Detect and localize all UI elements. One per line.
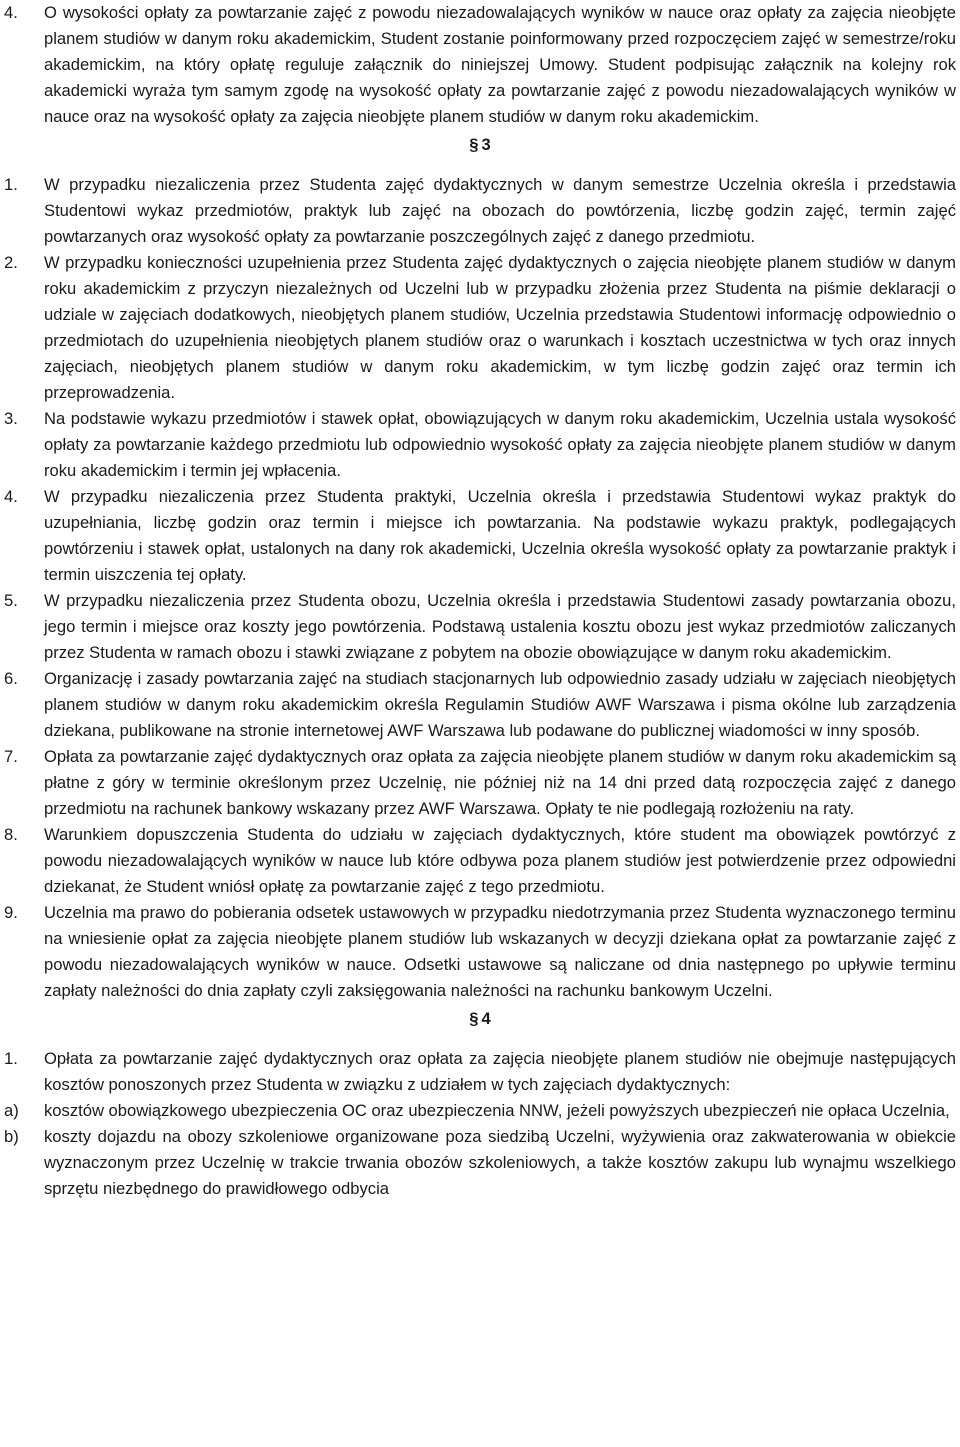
subitem-text: kosztów obowiązkowego ubezpieczenia OC oraz ubezpieczenia NNW, jeżeli powyższych ubezpieczeń nie opłaca Uczelnia, bbox=[44, 1101, 950, 1120]
sub-list-item bbox=[4, 1124, 956, 1202]
section-number: 4 bbox=[481, 1009, 491, 1028]
item-number: 2. bbox=[4, 253, 18, 272]
item-text: Opłata za powtarzanie zajęć dydaktycznych oraz opłata za zajęcia nieobjęte planem studiów w danym roku akademickim są płatne z góry w terminie określonym przez Uczelnię, nie później niż na 14 dni przed datą rozpoczęcia zajęć z danego przedmiotu na rachunek bankowy wskazany przez AWF Warszawa. Opłaty te nie podlegają rozłożeniu na raty. bbox=[44, 747, 956, 818]
item-text: W przypadku konieczności uzupełnienia przez Studenta zajęć dydaktycznych o zajęcia nieobjęte planem studiów w danym roku akademickim z przyczyn niezależnych od Uczelni lub w przypadku złożenia przez Studenta na piśmie deklaracji o udziale w zajęciach dodatkowych, nieobjętych planem studiów, Uczelnia przedstawia Studentowi informację odpowiednio o przedmiotach do uzupełnienia nieobjętych planem studiów oraz o warunkach i kosztach uczestnictwa w tych oraz innych zajęciach, nieobjętych planem studiów w danym roku akademickim, w tym liczbę godzin zajęć oraz termin ich przeprowadzenia. bbox=[44, 253, 956, 402]
item-number: 8. bbox=[4, 825, 18, 844]
sub-list-item bbox=[4, 1098, 956, 1124]
list-item bbox=[4, 900, 956, 1004]
section-sign: § bbox=[469, 135, 479, 154]
item-text: Organizację i zasady powtarzania zajęć na studiach stacjonarnych lub odpowiednio zasady udziału w zajęciach nieobjętych planem studiów w danym roku akademickim określa Regulamin Studiów AWF Warszawa i pisma okólne lub zarządzenia dziekana, publikowane na stronie internetowej AWF Warszawa lub podawane do publicznej wiadomości w inny sposób. bbox=[44, 669, 956, 740]
list-item bbox=[4, 172, 956, 250]
section-4-list bbox=[4, 1046, 956, 1202]
list-item bbox=[4, 744, 956, 822]
list-item bbox=[4, 250, 956, 406]
section-3-list bbox=[4, 172, 956, 1004]
item-text: Warunkiem dopuszczenia Studenta do udziału w zajęciach dydaktycznych, które student ma obowiązek powtórzyć z powodu niezadowalających wyników w nauce lub które odbywa poza planem studiów jest potwierdzenie przez odpowiedni dziekanat, że Student wniósł opłatę za powtarzanie zajęć z tego przedmiotu. bbox=[44, 825, 956, 896]
section-sign: § bbox=[469, 1009, 479, 1028]
item-number: 1. bbox=[4, 175, 18, 194]
item-number: 1. bbox=[4, 1049, 18, 1068]
item-number: 9. bbox=[4, 903, 18, 922]
item-text: Na podstawie wykazu przedmiotów i stawek opłat, obowiązujących w danym roku akademickim, Uczelnia ustala wysokość opłaty za powtarzanie każdego przedmiotu lub odpowiednio wysokość opłaty za zajęcia nieobjęte planem studiów w danym roku akademickim i termin jej wpłacenia. bbox=[44, 409, 956, 480]
item-text: Opłata za powtarzanie zajęć dydaktycznych oraz opłata za zajęcia nieobjęte planem studiów nie obejmuje następujących kosztów ponoszonych przez Studenta w związku z udziałem w tych zajęciach dydaktycznych: bbox=[44, 1049, 956, 1094]
item-number: 7. bbox=[4, 747, 18, 766]
item-number: 3. bbox=[4, 409, 18, 428]
item-number: 4. bbox=[4, 487, 18, 506]
section-heading-3 bbox=[4, 132, 956, 158]
list-item bbox=[4, 822, 956, 900]
subitem-letter: b) bbox=[4, 1127, 19, 1146]
item-text: Uczelnia ma prawo do pobierania odsetek ustawowych w przypadku niedotrzymania przez Studenta wyznaczonego terminu na wniesienie opłat za zajęcia nieobjęte planem studiów lub wskazanych w decyzji dziekana opłat za powtarzanie zajęć z powodu niezadowalających wyników w nauce. Odsetki ustawowe są naliczane od dnia następnego po upływie terminu zapłaty należności do dnia zapłaty czyli zaksięgowania należności na rachunku bankowym Uczelni. bbox=[44, 903, 956, 1000]
subitem-letter: a) bbox=[4, 1101, 19, 1120]
item-number: 4. bbox=[4, 3, 18, 22]
paragraph-item-4 bbox=[4, 0, 956, 130]
section-heading-4 bbox=[4, 1006, 956, 1032]
list-item bbox=[4, 406, 956, 484]
item-number: 6. bbox=[4, 669, 18, 688]
item-text: W przypadku niezaliczenia przez Studenta praktyki, Uczelnia określa i przedstawia Studentowi wykaz praktyk do uzupełniania, liczbę godzin oraz termin i miejsce ich powtarzania. Na podstawie wykazu praktyk, podlegających powtórzeniu i stawek opłat, ustalonych na dany rok akademicki, Uczelnia określa wysokość opłaty za powtarzanie praktyk i termin uiszczenia tej opłaty. bbox=[44, 487, 956, 584]
list-item bbox=[4, 1046, 956, 1098]
item-text: W przypadku niezaliczenia przez Studenta obozu, Uczelnia określa i przedstawia Studentowi zasady powtarzania obozu, jego termin i miejsce oraz koszty jego powtórzenia. Podstawą ustalenia kosztu obozu jest wykaz przedmiotów zaliczanych przez Studenta w ramach obozu i stawki związane z pobytem na obozie obowiązujące w danym roku akademickim. bbox=[44, 591, 956, 662]
subitem-text: koszty dojazdu na obozy szkoleniowe organizowane poza siedzibą Uczelni, wyżywienia oraz zakwaterowania w obiekcie wyznaczonym przez Uczelnię w trakcie trwania obozów szkoleniowych, a także kosztów zakupu lub wynajmu wszelkiego sprzętu niezbędnego do prawidłowego odbycia bbox=[44, 1127, 956, 1198]
item-text: O wysokości opłaty za powtarzanie zajęć z powodu niezadowalających wyników w nauce oraz opłaty za zajęcia nieobjęte planem studiów w danym roku akademickim, Student zostanie poinformowany przed rozpoczęciem zajęć w semestrze/roku akademickim, na który opłatę reguluje załącznik do niniejszej Umowy. Student podpisując załącznik na kolejny rok akademicki wyraża tym samym zgodę na wysokość opłaty za powtarzanie zajęć z powodu niezadowalających wyników w nauce oraz na wysokość opłaty za zajęcia nieobjęte planem studiów w danym roku akademickim. bbox=[44, 3, 956, 126]
list-item bbox=[4, 588, 956, 666]
section-number: 3 bbox=[481, 135, 491, 154]
item-number: 5. bbox=[4, 591, 18, 610]
list-item bbox=[4, 666, 956, 744]
item-text: W przypadku niezaliczenia przez Studenta zajęć dydaktycznych w danym semestrze Uczelnia określa i przedstawia Studentowi wykaz przedmiotów, praktyk lub zajęć na obozach do powtórzenia, liczbę godzin zajęć, termin zajęć powtarzanych oraz wysokość opłaty za powtarzanie poszczególnych zajęć z danego przedmiotu. bbox=[44, 175, 956, 246]
list-item bbox=[4, 484, 956, 588]
